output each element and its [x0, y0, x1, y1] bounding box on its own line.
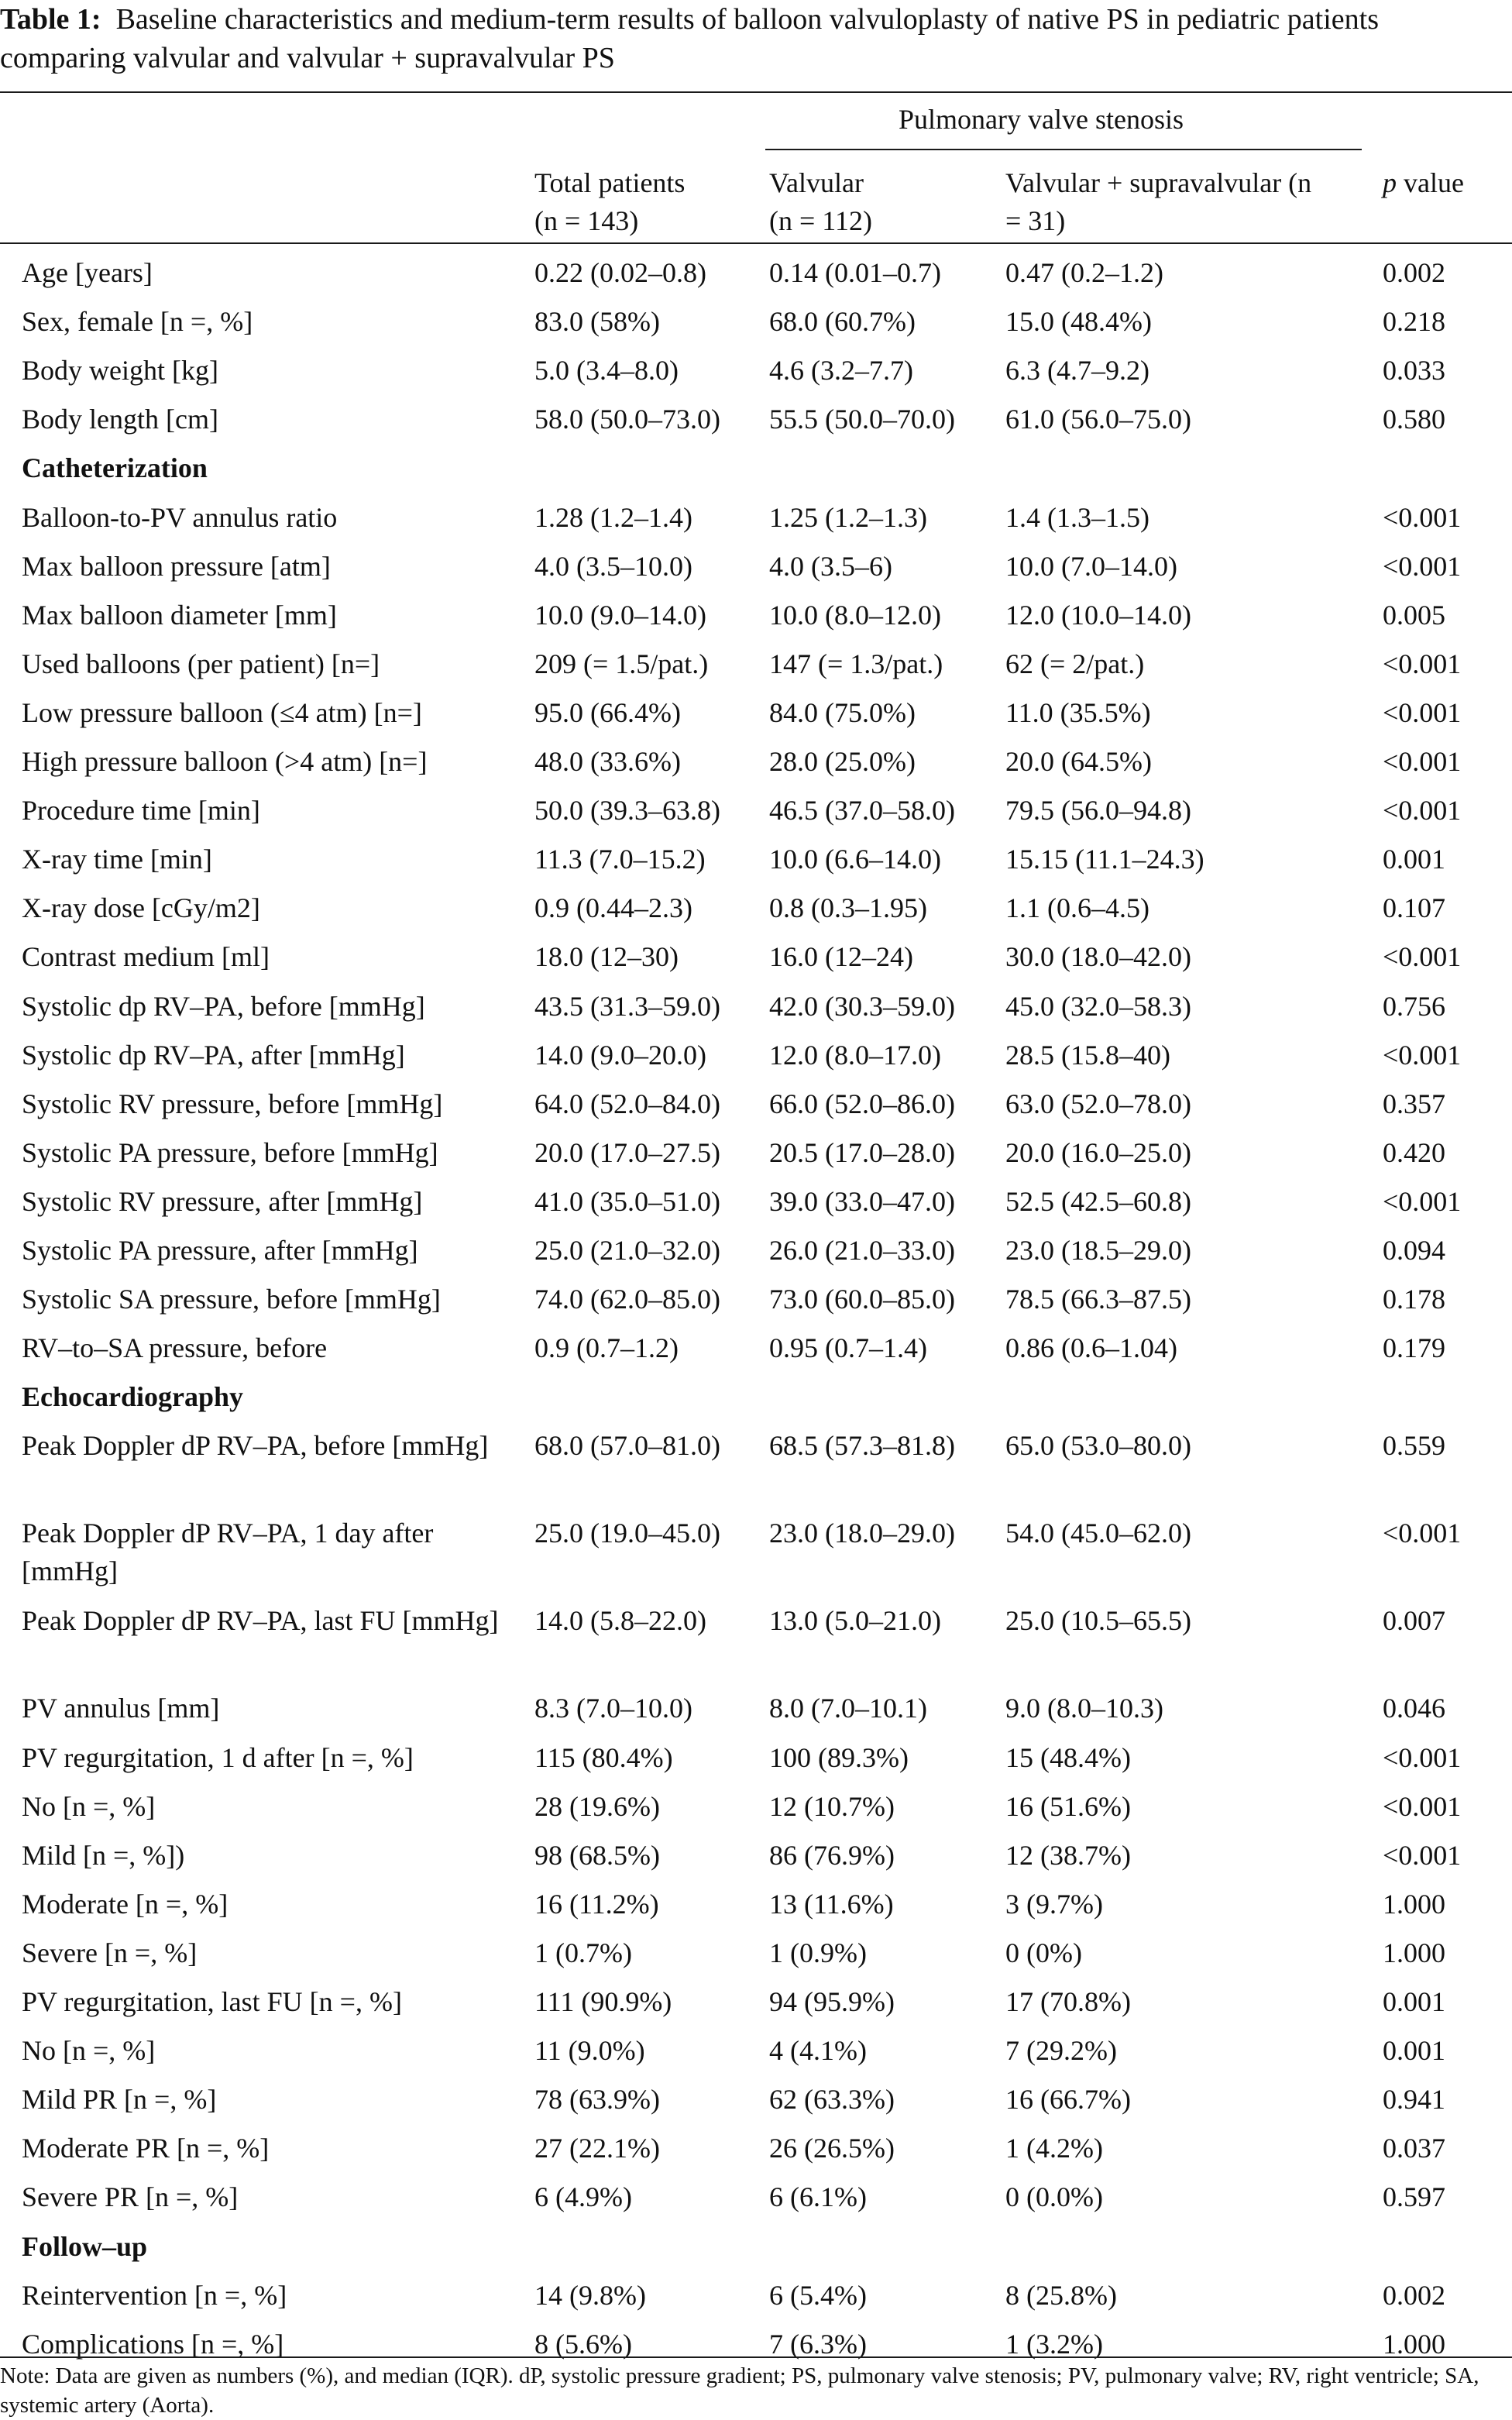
cell-total: 11 (9.0%): [534, 2035, 645, 2067]
col-supra-title: Valvular + supravalvular (n: [1005, 167, 1312, 198]
cell-supra: 78.5 (66.3–87.5): [1005, 1284, 1191, 1315]
cell-total: 1.28 (1.2–1.4): [534, 501, 692, 533]
cell-total: 4.0 (3.5–10.0): [534, 550, 692, 582]
cell-p-value: 0.179: [1383, 1332, 1445, 1364]
cell-supra: 15 (48.4%): [1005, 1741, 1131, 1773]
cell-valvular: 26.0 (21.0–33.0): [769, 1235, 955, 1266]
cell-total: 58.0 (50.0–73.0): [534, 404, 720, 435]
cell-valvular: 0.95 (0.7–1.4): [769, 1332, 927, 1364]
cell-p-value: 0.178: [1383, 1284, 1445, 1315]
cell-total: 8 (5.6%): [534, 2328, 632, 2360]
cell-total: 64.0 (52.0–84.0): [534, 1088, 720, 1119]
cell-total: 14 (9.8%): [534, 2279, 646, 2311]
row-label: PV annulus [mm]: [22, 1693, 220, 1724]
group-header: Pulmonary valve stenosis: [899, 104, 1184, 135]
row-label: Body weight [kg]: [22, 355, 218, 387]
cell-p-value: <0.001: [1383, 1039, 1462, 1071]
section-heading: Echocardiography: [22, 1381, 244, 1413]
cell-total: 48.0 (33.6%): [534, 746, 681, 777]
cell-total: 50.0 (39.3–63.8): [534, 795, 720, 827]
cell-total: 10.0 (9.0–14.0): [534, 599, 706, 631]
cell-total: 95.0 (66.4%): [534, 696, 681, 728]
cell-supra: 0.86 (0.6–1.04): [1005, 1332, 1177, 1364]
row-label: Moderate [n =, %]: [22, 1888, 229, 1920]
cell-supra: 25.0 (10.5–65.5): [1005, 1605, 1191, 1637]
col-valvular-title: Valvular: [769, 167, 864, 198]
cell-supra: 79.5 (56.0–94.8): [1005, 795, 1191, 827]
cell-p-value: 0.001: [1383, 2035, 1445, 2067]
cell-p-value: <0.001: [1383, 1741, 1462, 1773]
cell-total: 20.0 (17.0–27.5): [534, 1136, 720, 1168]
cell-supra: 52.5 (42.5–60.8): [1005, 1185, 1191, 1217]
row-label: PV regurgitation, last FU [n =, %]: [22, 1986, 402, 2017]
cell-total: 25.0 (19.0–45.0): [534, 1518, 720, 1549]
cell-p-value: 0.559: [1383, 1430, 1445, 1462]
cell-total: 11.3 (7.0–15.2): [534, 844, 706, 875]
table-caption: [0, 0, 1503, 77]
cell-total: 43.5 (31.3–59.0): [534, 990, 720, 1022]
cell-supra: 12 (38.7%): [1005, 1839, 1131, 1871]
cell-valvular: 55.5 (50.0–70.0): [769, 404, 955, 435]
row-label: Balloon-to-PV annulus ratio: [22, 501, 338, 533]
cell-valvular: 4 (4.1%): [769, 2035, 867, 2067]
cell-supra: 20.0 (16.0–25.0): [1005, 1136, 1191, 1168]
row-label: Severe PR [n =, %]: [22, 2181, 239, 2213]
row-label: Systolic RV pressure, before [mmHg]: [22, 1088, 443, 1119]
col-total-title: Total patients: [534, 167, 686, 198]
cell-p-value: 0.094: [1383, 1235, 1445, 1266]
cell-valvular: 6 (5.4%): [769, 2279, 867, 2311]
cell-total: 68.0 (57.0–81.0): [534, 1430, 720, 1462]
cell-p-value: 0.357: [1383, 1088, 1445, 1119]
cell-p-value: <0.001: [1383, 795, 1462, 827]
cell-valvular: 147 (= 1.3/pat.): [769, 648, 943, 679]
cell-p-value: 0.005: [1383, 599, 1445, 631]
cell-total: 0.9 (0.44–2.3): [534, 892, 692, 924]
cell-supra: 10.0 (7.0–14.0): [1005, 550, 1177, 582]
cell-total: 209 (= 1.5/pat.): [534, 648, 709, 679]
cell-supra: 8 (25.8%): [1005, 2279, 1117, 2311]
row-label: No [n =, %]: [22, 2035, 156, 2067]
cell-total: 14.0 (5.8–22.0): [534, 1605, 706, 1637]
row-label: Max balloon diameter [mm]: [22, 599, 337, 631]
row-label: X-ray dose [cGy/m2]: [22, 892, 260, 924]
row-label: High pressure balloon (>4 atm) [n=]: [22, 746, 428, 777]
cell-p-value: <0.001: [1383, 746, 1462, 777]
col-p-italic: p: [1383, 167, 1397, 198]
cell-supra: 16 (51.6%): [1005, 1790, 1131, 1822]
cell-valvular: 94 (95.9%): [769, 1986, 895, 2017]
row-label: PV regurgitation, 1 d after [n =, %]: [22, 1741, 414, 1773]
row-label: Low pressure balloon (≤4 atm) [n=]: [22, 696, 422, 728]
cell-p-value: <0.001: [1383, 1790, 1462, 1822]
cell-supra: 1.4 (1.3–1.5): [1005, 501, 1149, 533]
cell-total: 25.0 (21.0–32.0): [534, 1235, 720, 1266]
cell-total: 41.0 (35.0–51.0): [534, 1185, 720, 1217]
cell-supra: 15.0 (48.4%): [1005, 306, 1152, 338]
row-label: Complications [n =, %]: [22, 2328, 284, 2360]
col-total-n: (n = 143): [534, 205, 639, 236]
col-total-header: [534, 164, 685, 240]
col-p-rest: value: [1397, 167, 1464, 198]
cell-valvular: 16.0 (12–24): [769, 941, 913, 973]
row-label: Sex, female [n =, %]: [22, 306, 253, 338]
row-label: Peak Doppler dP RV–PA, before [mmHg]: [22, 1430, 489, 1462]
cell-p-value: 0.007: [1383, 1605, 1445, 1637]
cell-valvular: 84.0 (75.0%): [769, 696, 916, 728]
cell-p-value: 0.037: [1383, 2133, 1445, 2164]
cell-total: 78 (63.9%): [534, 2084, 660, 2116]
row-label: Reintervention [n =, %]: [22, 2279, 287, 2311]
cell-valvular: 13 (11.6%): [769, 1888, 894, 1920]
cell-valvular: 13.0 (5.0–21.0): [769, 1605, 941, 1637]
cell-total: 0.9 (0.7–1.2): [534, 1332, 679, 1364]
cell-p-value: 0.597: [1383, 2181, 1445, 2213]
table-note: Note: Data are given as numbers (%), and median (IQR). dP, systolic pressure gradient; PS, pulmonary valve stenosis; PV, pulmonary valve; RV, right ventricle; SA, systemic artery (Aorta).: [0, 2363, 1479, 2418]
cell-p-value: <0.001: [1383, 550, 1462, 582]
cell-supra: 11.0 (35.5%): [1005, 696, 1151, 728]
cell-supra: 61.0 (56.0–75.0): [1005, 404, 1191, 435]
cell-valvular: 68.0 (60.7%): [769, 306, 916, 338]
cell-valvular: 12.0 (8.0–17.0): [769, 1039, 941, 1071]
group-rule: [765, 149, 1362, 150]
row-label: Systolic dp RV–PA, after [mmHg]: [22, 1039, 405, 1071]
cell-p-value: <0.001: [1383, 1839, 1462, 1871]
cell-valvular: 23.0 (18.0–29.0): [769, 1518, 955, 1549]
cell-supra: 0 (0%): [1005, 1937, 1082, 1968]
row-label: Systolic SA pressure, before [mmHg]: [22, 1284, 441, 1315]
cell-p-value: <0.001: [1383, 1185, 1462, 1217]
col-p-header: [1383, 164, 1464, 202]
cell-valvular: 46.5 (37.0–58.0): [769, 795, 955, 827]
cell-p-value: 0.002: [1383, 2279, 1445, 2311]
cell-valvular: 8.0 (7.0–10.1): [769, 1693, 927, 1724]
cell-supra: 3 (9.7%): [1005, 1888, 1103, 1920]
bottom-rule: [0, 2356, 1512, 2358]
row-label: Used balloons (per patient) [n=]: [22, 648, 380, 679]
cell-valvular: 28.0 (25.0%): [769, 746, 916, 777]
cell-supra: 28.5 (15.8–40): [1005, 1039, 1170, 1071]
cell-p-value: 0.033: [1383, 355, 1445, 387]
col-valvular-n: (n = 112): [769, 205, 872, 236]
cell-p-value: <0.001: [1383, 941, 1462, 973]
cell-valvular: 68.5 (57.3–81.8): [769, 1430, 955, 1462]
section-heading: Catheterization: [22, 452, 208, 484]
cell-valvular: 62 (63.3%): [769, 2084, 895, 2116]
cell-total: 115 (80.4%): [534, 1741, 673, 1773]
row-label: Severe [n =, %]: [22, 1937, 198, 1968]
caption-label: Table 1:: [0, 3, 101, 36]
cell-p-value: 1.000: [1383, 1937, 1445, 1968]
cell-valvular: 6 (6.1%): [769, 2181, 867, 2213]
cell-supra: 20.0 (64.5%): [1005, 746, 1152, 777]
row-label: Systolic PA pressure, before [mmHg]: [22, 1136, 438, 1168]
cell-valvular: 100 (89.3%): [769, 1741, 909, 1773]
cell-valvular: 26 (26.5%): [769, 2133, 895, 2164]
cell-total: 27 (22.1%): [534, 2133, 660, 2164]
row-label: Systolic dp RV–PA, before [mmHg]: [22, 990, 425, 1022]
cell-total: 5.0 (3.4–8.0): [534, 355, 679, 387]
cell-p-value: 0.580: [1383, 404, 1445, 435]
col-valvular-header: [769, 164, 872, 240]
cell-supra: 0.47 (0.2–1.2): [1005, 257, 1163, 288]
row-label: Max balloon pressure [atm]: [22, 550, 331, 582]
cell-p-value: 0.001: [1383, 1986, 1445, 2017]
cell-valvular: 4.0 (3.5–6): [769, 550, 892, 582]
cell-valvular: 73.0 (60.0–85.0): [769, 1284, 955, 1315]
cell-valvular: 4.6 (3.2–7.7): [769, 355, 913, 387]
cell-p-value: 0.107: [1383, 892, 1445, 924]
cell-valvular: 7 (6.3%): [769, 2328, 867, 2360]
cell-valvular: 66.0 (52.0–86.0): [769, 1088, 955, 1119]
cell-valvular: 12 (10.7%): [769, 1790, 895, 1822]
cell-supra: 17 (70.8%): [1005, 1986, 1131, 2017]
cell-supra: 1 (3.2%): [1005, 2328, 1103, 2360]
cell-p-value: <0.001: [1383, 1518, 1462, 1549]
cell-total: 16 (11.2%): [534, 1888, 659, 1920]
cell-supra: 45.0 (32.0–58.3): [1005, 990, 1191, 1022]
cell-p-value: 1.000: [1383, 1888, 1445, 1920]
row-label: Systolic PA pressure, after [mmHg]: [22, 1235, 418, 1266]
cell-supra: 16 (66.7%): [1005, 2084, 1131, 2116]
cell-supra: 12.0 (10.0–14.0): [1005, 599, 1191, 631]
cell-supra: 63.0 (52.0–78.0): [1005, 1088, 1191, 1119]
cell-supra: 62 (= 2/pat.): [1005, 648, 1145, 679]
row-label: X-ray time [min]: [22, 844, 212, 875]
cell-valvular: 10.0 (6.6–14.0): [769, 844, 941, 875]
section-heading: Follow–up: [22, 2230, 148, 2262]
cell-total: 83.0 (58%): [534, 306, 660, 338]
cell-p-value: 0.218: [1383, 306, 1445, 338]
row-label: Body length [cm]: [22, 404, 218, 435]
cell-p-value: <0.001: [1383, 648, 1462, 679]
cell-total: 28 (19.6%): [534, 1790, 660, 1822]
cell-supra: 23.0 (18.5–29.0): [1005, 1235, 1191, 1266]
cell-supra: 65.0 (53.0–80.0): [1005, 1430, 1191, 1462]
cell-total: 0.22 (0.02–0.8): [534, 257, 706, 288]
cell-p-value: 0.756: [1383, 990, 1445, 1022]
cell-supra: 15.15 (11.1–24.3): [1005, 844, 1204, 875]
row-label: RV–to–SA pressure, before: [22, 1332, 328, 1364]
cell-valvular: 20.5 (17.0–28.0): [769, 1136, 955, 1168]
cell-supra: 54.0 (45.0–62.0): [1005, 1518, 1191, 1549]
cell-p-value: 0.420: [1383, 1136, 1445, 1168]
cell-supra: 7 (29.2%): [1005, 2035, 1117, 2067]
row-label: Age [years]: [22, 257, 153, 288]
cell-total: 1 (0.7%): [534, 1937, 632, 1968]
cell-valvular: 1.25 (1.2–1.3): [769, 501, 927, 533]
cell-supra: 0 (0.0%): [1005, 2181, 1103, 2213]
cell-p-value: <0.001: [1383, 501, 1462, 533]
cell-valvular: 0.8 (0.3–1.95): [769, 892, 927, 924]
row-label: Peak Doppler dP RV–PA, 1 day after [mmHg]: [22, 1518, 434, 1587]
cell-supra: 1 (4.2%): [1005, 2133, 1103, 2164]
cell-total: 74.0 (62.0–85.0): [534, 1284, 720, 1315]
cell-p-value: 0.002: [1383, 257, 1445, 288]
cell-total: 14.0 (9.0–20.0): [534, 1039, 706, 1071]
cell-total: 8.3 (7.0–10.0): [534, 1693, 692, 1724]
row-label: Systolic RV pressure, after [mmHg]: [22, 1185, 423, 1217]
cell-valvular: 1 (0.9%): [769, 1937, 867, 1968]
caption-text: Baseline characteristics and medium-term results of balloon valvuloplasty of native PS in pediatric patients comparing valvular and valvular + supravalvular PS: [0, 3, 1379, 74]
cell-p-value: 0.941: [1383, 2084, 1445, 2116]
row-label: Mild [n =, %]): [22, 1839, 185, 1871]
header-rule: [0, 242, 1512, 244]
cell-supra: 1.1 (0.6–4.5): [1005, 892, 1149, 924]
col-supra-n: = 31): [1005, 205, 1066, 236]
cell-total: 98 (68.5%): [534, 1839, 660, 1871]
cell-supra: 30.0 (18.0–42.0): [1005, 941, 1191, 973]
cell-valvular: 0.14 (0.01–0.7): [769, 257, 941, 288]
row-label: Peak Doppler dP RV–PA, last FU [mmHg]: [22, 1605, 499, 1637]
top-rule: [0, 91, 1512, 93]
cell-total: 6 (4.9%): [534, 2181, 632, 2213]
row-label: Contrast medium [ml]: [22, 941, 270, 973]
row-label: No [n =, %]: [22, 1790, 156, 1822]
row-label: Moderate PR [n =, %]: [22, 2133, 270, 2164]
cell-valvular: 10.0 (8.0–12.0): [769, 599, 941, 631]
cell-total: 111 (90.9%): [534, 1986, 672, 2017]
cell-p-value: 1.000: [1383, 2328, 1445, 2360]
row-label: Procedure time [min]: [22, 795, 260, 827]
cell-p-value: 0.046: [1383, 1693, 1445, 1724]
cell-total: 18.0 (12–30): [534, 941, 679, 973]
col-supra-header: [1005, 164, 1311, 240]
cell-supra: 9.0 (8.0–10.3): [1005, 1693, 1163, 1724]
cell-valvular: 86 (76.9%): [769, 1839, 895, 1871]
cell-p-value: 0.001: [1383, 844, 1445, 875]
cell-valvular: 39.0 (33.0–47.0): [769, 1185, 955, 1217]
cell-valvular: 42.0 (30.3–59.0): [769, 990, 955, 1022]
row-label: Mild PR [n =, %]: [22, 2084, 217, 2116]
cell-p-value: <0.001: [1383, 696, 1462, 728]
cell-supra: 6.3 (4.7–9.2): [1005, 355, 1149, 387]
